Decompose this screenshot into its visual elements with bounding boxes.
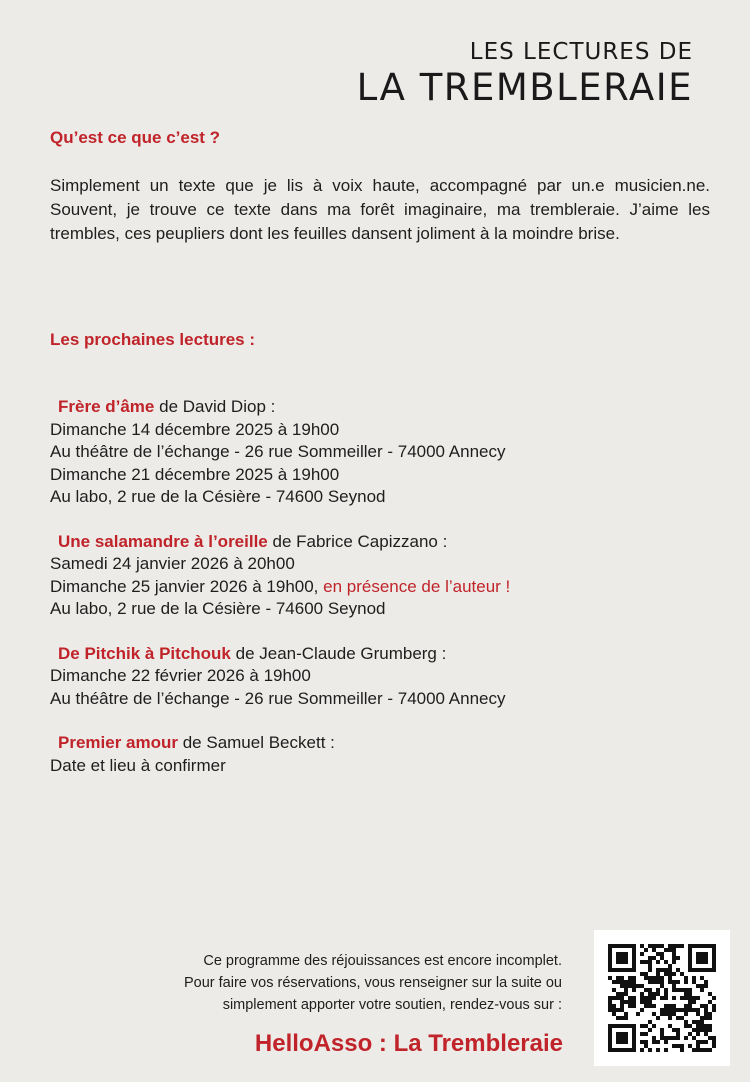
event-title: Une salamandre à l’oreille <box>58 531 268 551</box>
event-title-line <box>50 396 710 419</box>
readings-heading: Les prochaines lectures : <box>50 330 256 349</box>
event-author: de Samuel Beckett : <box>178 733 335 752</box>
event-line: Au labo, 2 rue de la Césière - 74600 Seynod <box>50 487 386 506</box>
helloasso-link[interactable]: HelloAsso : La Trembleraie <box>254 1030 563 1057</box>
event-line: Au théâtre de l’échange - 26 rue Sommeiller - 74000 Annecy <box>50 442 506 461</box>
event-line: Au labo, 2 rue de la Césière - 74600 Seynod <box>50 599 386 618</box>
event-author: de Jean-Claude Grumberg : <box>230 643 447 663</box>
event-author: de Fabrice Capizzano : <box>267 531 448 551</box>
footer-line: Ce programme des réjouissances est encore incomplet. <box>203 953 562 969</box>
intro-heading: Qu’est ce que c’est ? <box>50 128 221 147</box>
qr-code-icon[interactable] <box>594 930 730 1066</box>
event-author: de David Diop : <box>154 397 276 416</box>
event-line: Date et lieu à confirmer <box>50 755 226 775</box>
footer-line: Pour faire vos réservations, vous renseigner sur la suite ou <box>184 975 562 991</box>
event-item <box>50 396 710 509</box>
event-line: Dimanche 21 décembre 2025 à 19h00 <box>50 464 340 484</box>
event-line: Dimanche 22 février 2026 à 19h00 <box>50 666 311 685</box>
event-title-line <box>50 643 710 666</box>
event-title-line <box>50 531 710 554</box>
qr-code-graphic <box>608 944 716 1052</box>
event-item <box>50 643 710 711</box>
event-line: Samedi 24 janvier 2026 à 20h00 <box>50 554 295 573</box>
event-line-text: Dimanche 25 janvier 2026 à 19h00, <box>50 576 324 596</box>
event-item <box>50 732 710 777</box>
event-title: De Pitchik à Pitchouk <box>58 643 231 663</box>
header <box>357 38 693 110</box>
event-line: Dimanche 14 décembre 2025 à 19h00 <box>50 419 340 439</box>
event-title: Premier amour <box>58 733 178 752</box>
events-list <box>50 396 710 799</box>
event-item <box>50 531 710 621</box>
event-line: Au théâtre de l’échange - 26 rue Sommeiller - 74000 Annecy <box>50 688 506 708</box>
header-title: LA TREMBLERAIE <box>356 66 693 109</box>
event-title-line <box>50 732 710 755</box>
intro-paragraph: Simplement un texte que je lis à voix haute, accompagné par un.e musicien.ne. Souvent, je trouve ce texte dans ma forêt imaginaire, ma trembleraie. J’aime les trembles, ces peupliers dont les feuilles dansent joliment à la moindre brise. <box>50 176 710 243</box>
header-subtitle: LES LECTURES DE <box>469 39 693 65</box>
event-title: Frère d’âme <box>58 397 155 416</box>
footer-line: simplement apporter votre soutien, rendez-vous sur : <box>222 997 562 1013</box>
author-presence-note: en présence de l’auteur ! <box>323 576 511 596</box>
footer-text <box>42 950 562 1016</box>
event-line <box>50 576 710 599</box>
